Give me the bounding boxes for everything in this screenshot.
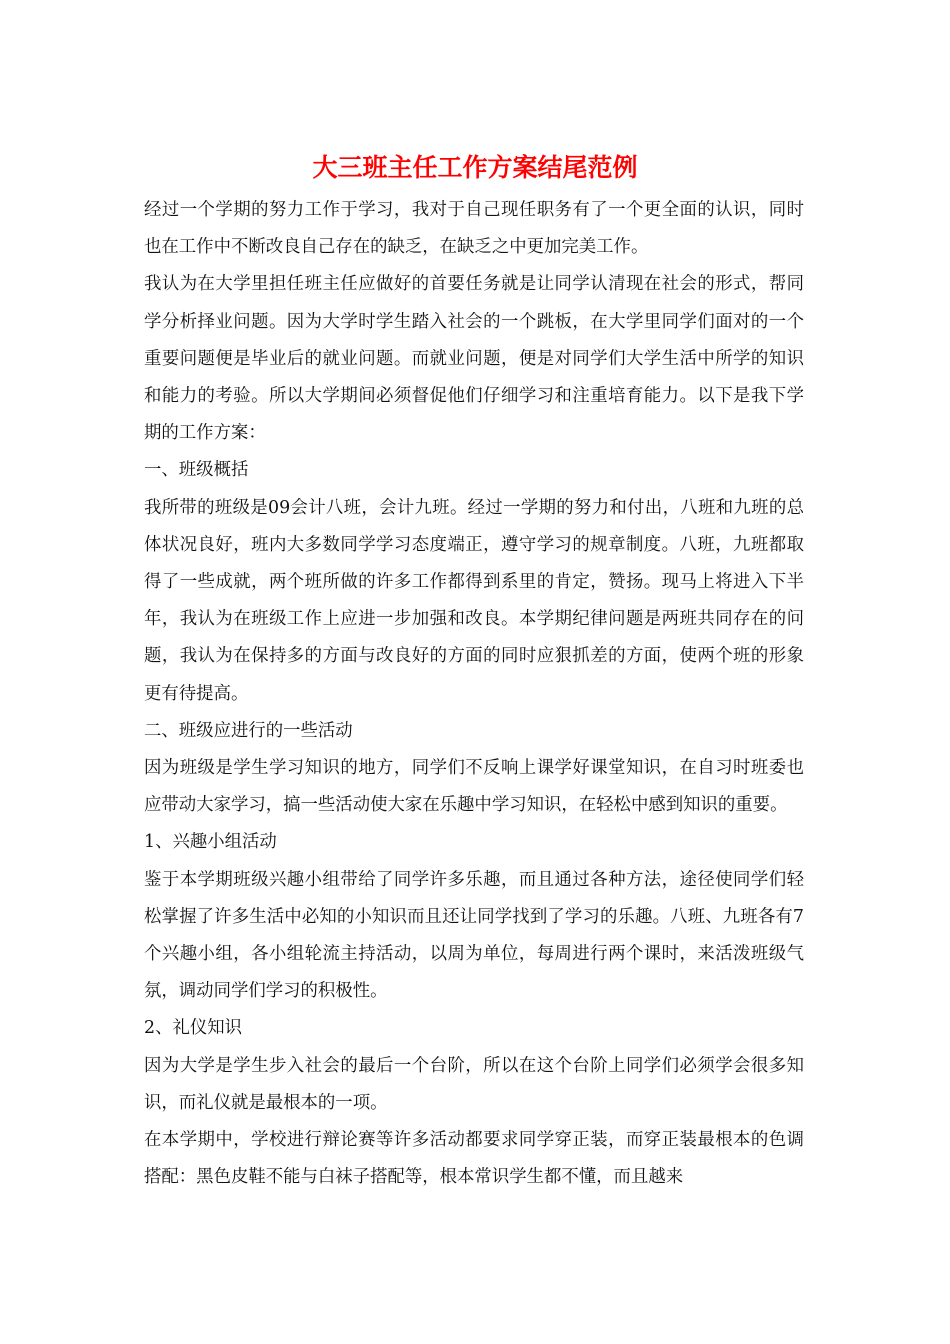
paragraph-activities: 因为班级是学生学习知识的地方，同学们不反响上课学好课堂知识，在自习时班委也应带动大家学习，搞一些活动使大家在乐趣中学习知识，在轻松中感到知识的重要。 [144, 758, 804, 816]
subsection-heading-etiquette: 2、礼仪知识 [144, 1018, 243, 1039]
paragraph-interest-groups: 鉴于本学期班级兴趣小组带给了同学许多乐趣，而且通过各种方法，途径使同学们轻松掌握了许多生活中必知的小知识而且还让同学找到了学习的乐趣。八班、九班各有7个兴趣小组，各小组轮流主持活动，以周为单位，每周进行两个课时，来活泼班级气氛，调动同学们学习的积极性。 [144, 869, 804, 1002]
paragraph-etiquette: 因为大学是学生步入社会的最后一个台阶，所以在这个台阶上同学们必须学会很多知识，而礼仪就是最根本的一项。 [144, 1055, 804, 1113]
document-body [144, 192, 804, 1196]
paragraph-first-task: 我认为在大学里担任班主任应做好的首要任务就是让同学认清现在社会的形式，帮同学分析择业问题。因为大学时学生踏入社会的一个跳板，在大学里同学们面对的一个重要问题便是毕业后的就业问题。而就业问题，便是对同学们大学生活中所学的知识和能力的考验。所以大学期间必须督促他们仔细学习和注重培育能力。以下是我下学期的工作方案： [144, 274, 804, 444]
paragraph-class-overview: 我所带的班级是09会计八班，会计九班。经过一学期的努力和付出，八班和九班的总体状况良好，班内大多数同学学习态度端正，遵守学习的规章制度。八班，九班都取得了一些成就，两个班所做的许多工作都得到系里的肯定，赞扬。现马上将进入下半年，我认为在班级工作上应进一步加强和改良。本学期纪律问题是两班共同存在的问题，我认为在保持多的方面与改良好的方面的同时应狠抓差的方面，使两个班的形象更有待提高。 [144, 497, 804, 704]
paragraph-dress-code: 在本学期中，学校进行辩论赛等许多活动都要求同学穿正装，而穿正装最根本的色调搭配：黑色皮鞋不能与白袜子搭配等，根本常识学生都不懂，而且越来 [144, 1130, 804, 1188]
document-title: 大三班主任工作方案结尾范例 [312, 153, 638, 182]
section-heading-activities: 二、班级应进行的一些活动 [144, 720, 353, 741]
paragraph-intro: 经过一个学期的努力工作于学习，我对于自己现任职务有了一个更全面的认识，同时也在工作中不断改良自己存在的缺乏，在缺乏之中更加完美工作。 [144, 200, 804, 258]
subsection-heading-interest-groups: 1、兴趣小组活动 [144, 832, 277, 853]
section-heading-class-overview: 一、班级概括 [144, 460, 249, 481]
